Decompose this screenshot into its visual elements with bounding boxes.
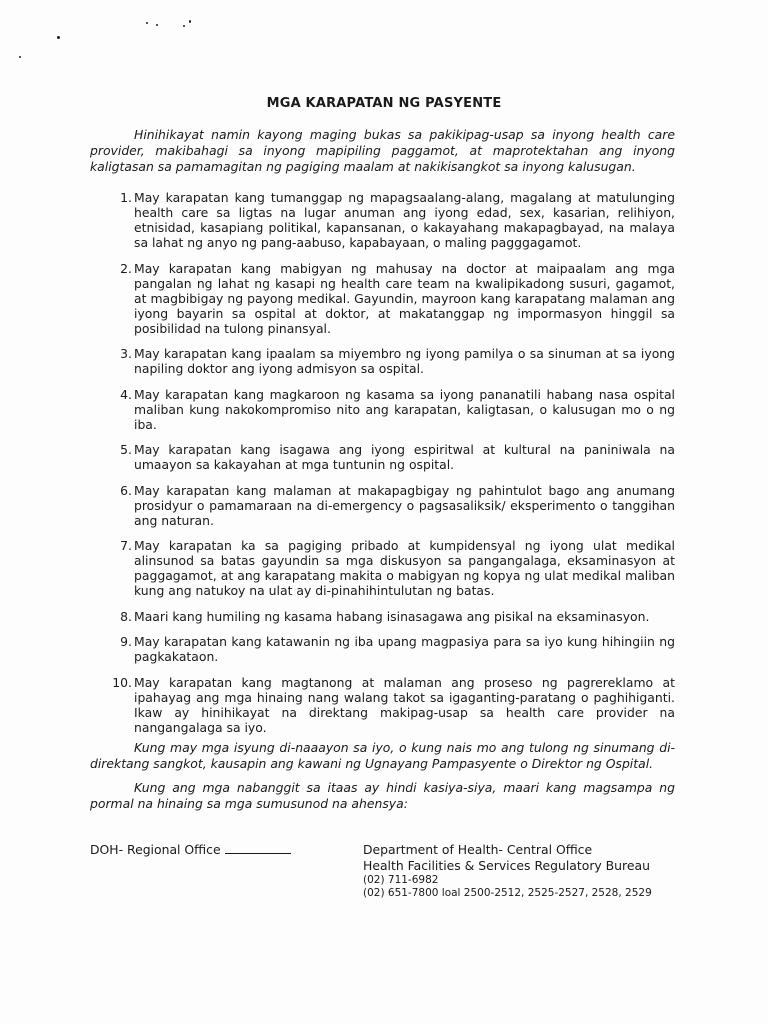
document-title: MGA KARAPATAN NG PASYENTE bbox=[266, 96, 502, 111]
list-item-text: May karapatan kang magkaroon ng kasama sa iyong pananatili habang nasa ospital maliban kung nakokompromiso nito ang karapatan, kaligtasan, o kalusugan mo o ng iba. bbox=[134, 386, 675, 432]
regional-office-label: DOH- Regional Office bbox=[90, 842, 221, 857]
list-item-text: May karapatan kang tumanggap ng mapagsaalang-alang, magalang at matulunging health care sa ligtas na lugar anuman ang iyong edad, sex, kasarian, relihiyon, etnisidad, kasapiang politikal, kapansanan, o kakayahang makapagbayad, na malaya sa lahat ng anyo ng pang-aabuso, kapabayaan, o maling pagggagamot. bbox=[134, 190, 675, 250]
list-item-number: 7. bbox=[120, 538, 132, 553]
central-office-block bbox=[363, 842, 652, 900]
list-item bbox=[90, 609, 675, 624]
list-item bbox=[90, 442, 675, 472]
list-item-number: 3. bbox=[120, 346, 132, 361]
list-item-text: May karapatan kang mabigyan ng mahusay na doctor at maipaalam ang mga pangalan ng lahat ng kasapi ng health care team na kwalipikadong susuri, gagamot, at magbibigay ng payong medikal. Gayundin, mayroon kang karapatang malaman ang iyong bayarin sa ospital at doktor, at makatanggap ng impormasyon hinggil sa posibilidad na tulong pinansyal. bbox=[134, 260, 675, 336]
list-item bbox=[90, 538, 675, 598]
closing-paragraph-1: Kung may mga isyung di-naaayon sa iyo, o kung nais mo ang tulong ng sinumang di-direktang sangkot, kausapin ang kawani ng Ugnayang Pampasyente o Direktor ng Ospital. bbox=[90, 740, 675, 771]
list-item bbox=[90, 346, 675, 376]
phone-number-2: (02) 651-7800 loal 2500-2512, 2525-2527, 2528, 2529 bbox=[363, 887, 652, 899]
list-item-text: May karapatan kang ipaalam sa miyembro ng iyong pamilya o sa sinuman at sa iyong napiling doktor ang iyong admisyon sa ospital. bbox=[134, 346, 675, 376]
list-item bbox=[90, 261, 675, 336]
bureau-name: Health Facilities & Services Regulatory Bureau bbox=[363, 858, 650, 873]
list-item-number: 9. bbox=[120, 634, 132, 649]
closing-paragraph-2: Kung ang mga nabanggit sa itaas ay hindi kasiya-siya, maari kang magsampa ng pormal na hinaing sa mga sumusunod na ahensya: bbox=[90, 780, 675, 811]
list-item bbox=[90, 634, 675, 664]
list-item-number: 5. bbox=[120, 442, 132, 457]
central-office-name: Department of Health- Central Office bbox=[363, 842, 593, 857]
rights-list bbox=[90, 190, 675, 745]
list-item-number: 6. bbox=[120, 482, 132, 498]
list-item-text: May karapatan kang isagawa ang iyong espiritwal at kultural na paniniwala na umaayon sa kakayahan at mga tuntunin ng ospital. bbox=[134, 442, 675, 472]
list-item bbox=[90, 483, 675, 528]
list-item-number: 1. bbox=[120, 190, 132, 205]
phone-number-1: (02) 711-6982 bbox=[363, 874, 439, 886]
list-item-number: 10. bbox=[112, 674, 132, 690]
list-item-text: Maari kang humiling ng kasama habang isinasagawa ang pisikal na eksaminasyon. bbox=[134, 608, 650, 624]
blank-line bbox=[225, 843, 291, 854]
list-item-text: May karapatan kang malaman at makapagbigay ng pahintulot bago ang anumang prosidyur o pamamaraan na di-emergency o pagsasaliksik/ eksperimento o tanggihan ang naturan. bbox=[134, 482, 675, 528]
list-item bbox=[90, 190, 675, 250]
regional-office-block bbox=[90, 842, 291, 857]
list-item-text: May karapatan ka sa pagiging pribado at kumpidensyal ng iyong ulat medikal alinsunod sa batas gayundin sa mga diskusyon sa pangangalaga, eksaminasyon at paggagamot, at ang karapatang makita o mabigyan ng kopya ng ulat medikal maliban kung ang natukoy na ulat ay di-pinahihintulutan ng batas. bbox=[134, 538, 675, 598]
list-item-number: 4. bbox=[120, 386, 132, 402]
list-item-text: May karapatan kang katawanin ng iba upang magpasiya para sa iyo kung hihingiin ng pagkakataon. bbox=[134, 634, 675, 664]
list-item bbox=[90, 675, 675, 735]
list-item-number: 8. bbox=[120, 608, 132, 624]
list-item-number: 2. bbox=[120, 260, 132, 276]
intro-paragraph: Hinihikayat namin kayong maging bukas sa pakikipag-usap sa inyong health care provider, makibahagi sa inyong mapipiling paggamot, at maprotektahan ang inyong kaligtasan sa pamamagitan ng pagiging maalam at nakikisangkot sa inyong kalusugan. bbox=[90, 127, 675, 174]
list-item bbox=[90, 387, 675, 432]
list-item-text: May karapatan kang magtanong at malaman ang proseso ng pagrereklamo at ipahayag ang mga hinaing nang walang takot sa igaganting-paratang o paghihiganti. Ikaw ay hinihikayat na direktang makipag-usap sa health care provider na nangangalaga sa iyo. bbox=[134, 674, 675, 735]
